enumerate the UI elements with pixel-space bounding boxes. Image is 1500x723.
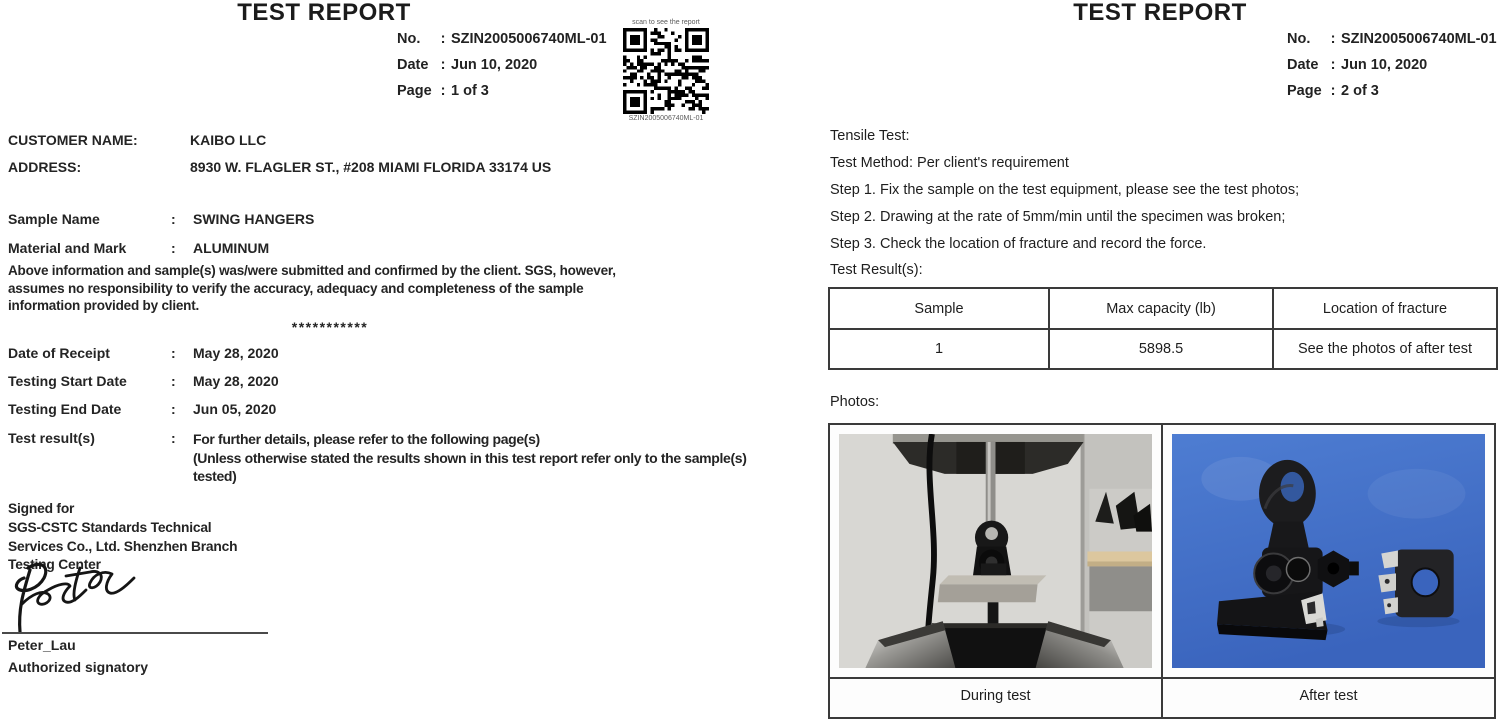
material-value: ALUMINUM xyxy=(193,240,270,256)
customer-address-row xyxy=(8,154,551,181)
report-meta xyxy=(397,26,607,104)
test-results-table xyxy=(828,287,1498,370)
after-test-photo xyxy=(1161,425,1494,677)
disclaimer-paragraph: Above information and sample(s) was/were submitted and confirmed by the client. SGS, however, assumes no responsibility to verify the accuracy, adequacy and completeness of the sample information provided by client. xyxy=(8,263,616,314)
sample-name-row: Sample Name : SWING HANGERS xyxy=(8,205,314,234)
meta-date-row: Date : Jun 10, 2020 xyxy=(397,52,607,78)
photos-row xyxy=(830,425,1494,677)
photos-figure xyxy=(828,423,1496,719)
col-header-fracture-location: Location of fracture xyxy=(1273,288,1497,329)
customer-name-label: CUSTOMER NAME: xyxy=(8,132,138,148)
testing-start-value: May 28, 2020 xyxy=(193,373,279,389)
meta-page-value: 1 of 3 xyxy=(451,83,489,99)
meta-no-value: SZIN2005006740ML-01 xyxy=(451,31,607,47)
photos-label: Photos: xyxy=(830,394,880,410)
table-row xyxy=(829,329,1497,369)
test-results-value: For further details, please refer to the following page(s) (Unless otherwise stated the results shown in this test report refer only to the sample(s) tested) xyxy=(193,431,747,485)
date-of-receipt-row: Date of Receipt : May 28, 2020 xyxy=(8,345,279,361)
qr-bottom-caption: SZIN2005006740ML-01 xyxy=(628,115,704,122)
testing-end-value: Jun 05, 2020 xyxy=(193,401,277,417)
material-row: Material and Mark : ALUMINUM xyxy=(8,234,314,263)
asterisk-separator: *********** xyxy=(291,319,369,335)
qr-code-icon xyxy=(621,28,711,114)
signatory-name: Peter_Lau xyxy=(8,637,76,653)
sample-name-label: Sample Name xyxy=(8,211,100,227)
meta-page-value: 2 of 3 xyxy=(1341,83,1379,99)
handwritten-signature xyxy=(2,558,217,634)
report-meta xyxy=(1287,26,1497,104)
step-1-line: Step 1. Fix the sample on the test equipment, please see the test photos; xyxy=(830,181,1300,198)
material-label: Material and Mark xyxy=(8,240,127,256)
meta-page-label: Page xyxy=(397,83,432,99)
step-2-line: Step 2. Drawing at the rate of 5mm/min until the specimen was broken; xyxy=(830,208,1286,225)
customer-name-row xyxy=(8,127,551,154)
table-header-row xyxy=(829,288,1497,329)
cell-max-capacity: 5898.5 xyxy=(1049,329,1273,369)
meta-page-row: Page : 1 of 3 xyxy=(397,78,607,104)
testing-start-row: Testing Start Date : May 28, 2020 xyxy=(8,373,279,389)
meta-date-row: Date : Jun 10, 2020 xyxy=(1287,52,1497,78)
sample-name-value: SWING HANGERS xyxy=(193,211,315,227)
meta-date-label: Date xyxy=(397,57,429,73)
test-results-row: Test result(s) : For further details, please refer to the following page(s) (Unless otherwise stated the results shown in this test report refer only to the sample(s) tested) xyxy=(8,430,753,486)
customer-block xyxy=(8,127,551,181)
customer-name-value: KAIBO LLC xyxy=(190,132,267,148)
during-test-photo xyxy=(830,425,1161,677)
cell-sample: 1 xyxy=(829,329,1049,369)
during-test-photo-image xyxy=(839,434,1152,668)
photo-captions-row xyxy=(830,677,1494,717)
step-3-line: Step 3. Check the location of fracture and record the force. xyxy=(830,235,1207,252)
signature-rule xyxy=(2,632,268,634)
tensile-test-heading: Tensile Test: xyxy=(830,128,910,144)
col-header-max-capacity: Max capacity (lb) xyxy=(1049,288,1273,329)
report-page-2 xyxy=(750,0,1500,723)
tensile-test-section xyxy=(830,123,1299,284)
customer-address-label: ADDRESS: xyxy=(8,159,82,175)
testing-end-row: Testing End Date : Jun 05, 2020 xyxy=(8,401,277,417)
meta-page-row: Page : 2 of 3 xyxy=(1287,78,1497,104)
signed-for-block: Signed for SGS-CSTC Standards Technical Services Co., Ltd. Shenzhen Branch Testing Center xyxy=(8,501,238,573)
cell-fracture-location: See the photos of after test xyxy=(1273,329,1497,369)
qr-top-caption: scan to see the report xyxy=(632,19,700,26)
after-test-photo-image xyxy=(1172,434,1485,668)
date-of-receipt-value: May 28, 2020 xyxy=(193,345,279,361)
signatory-role: Authorized signatory xyxy=(8,659,149,675)
test-method-line: Test Method: Per client's requirement xyxy=(830,154,1069,171)
caption-during-test: During test xyxy=(960,688,1031,704)
sample-block xyxy=(8,205,314,263)
col-header-sample: Sample xyxy=(829,288,1049,329)
meta-no-label: No. xyxy=(397,31,421,47)
test-results-note: (Unless otherwise stated the results shown in this test report refer only to the sample(s) tested) xyxy=(193,449,747,485)
meta-date-value: Jun 10, 2020 xyxy=(451,57,538,73)
meta-no-row: No. : SZIN2005006740ML-01 xyxy=(1287,26,1497,52)
meta-no-row: No. : SZIN2005006740ML-01 xyxy=(397,26,607,52)
meta-date-value: Jun 10, 2020 xyxy=(1341,57,1428,73)
meta-no-value: SZIN2005006740ML-01 xyxy=(1341,31,1497,47)
test-results-heading: Test Result(s): xyxy=(830,262,923,279)
qr-code-block xyxy=(615,19,717,123)
page-title: TEST REPORT xyxy=(1073,0,1247,26)
page-title: TEST REPORT xyxy=(237,0,411,26)
customer-address-value: 8930 W. FLAGLER ST., #208 MIAMI FLORIDA 33174 US xyxy=(190,159,552,175)
caption-after-test: After test xyxy=(1161,679,1494,717)
